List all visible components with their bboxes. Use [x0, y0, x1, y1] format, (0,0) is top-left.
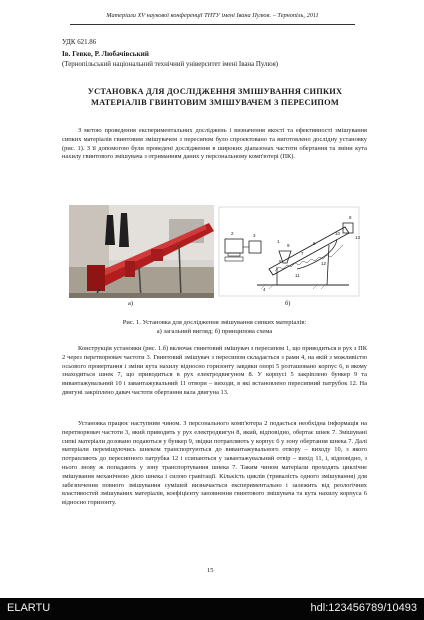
paragraph-operation: Установка працює наступним чином. З персонального комп'ютера 2 подається необхідна інформація на перетворювач частоти 3, який приводить у рух електродвигун 8, який, відповідно, обертає шнек 7. Змішувані сипкі матеріали дозовано подаються у бункер 9, звідки потрапляють у корпус 6 у зону обертання шнека 7. Далі матеріали переміщуючись шнеком транспортуються до вивантажувального отвору – виходу 10, з якого потрапляють до пересипного патрубка 12 і ссипаються у завантажувальний отвір – вихід 11, і, відповідно, з нього знову ж попадають у зону транспортування шнека 7. Таким чином матеріали проходять циклічне змішування механічною дією шнека і силою гравітації. Кількість циклів (тривалість одного змішування) для забезпечення повного змішування сумішей визначається експериментально і залежить від реологічних властивостей змішуваних матеріалів, коефіцієнту заповнення гвинтового змішувача та кута нахилу корпуса 6 відносно горизонту.: [62, 420, 367, 507]
figure-photo: [69, 205, 214, 298]
handle-link[interactable]: hdl:123456789/10493: [310, 602, 417, 614]
scheme-callout-11: 11: [295, 273, 300, 278]
repository-name: ELARTU: [7, 602, 51, 614]
scheme-callout-12: 12: [321, 261, 327, 266]
scheme-callout-4: 4: [263, 287, 266, 292]
footer-bar: [0, 598, 424, 620]
scheme-callout-2: 2: [231, 231, 234, 236]
paper-title: УСТАНОВКА ДЛЯ ДОСЛІДЖЕННЯ ЗМІШУВАННЯ СИПКИХ МАТЕРІАЛІВ ГВИНТОВИМ ЗМІШУВАЧЕМ З ПЕРЕСИПОМ: [87, 87, 343, 107]
figure-scheme: [217, 205, 361, 298]
scheme-callout-6: 6: [313, 241, 316, 246]
scheme-callout-13: 13: [355, 235, 361, 240]
paragraph-intro: З метою проведення експериментальних досліджень і визначення якості та ефективності змішування сипких матеріалів гвинтовим змішувачем з пересипом було спроектовано та виготовлено дослідну установку (рис. 1). З її допомогою були проведені дослідження в широких діапазонах частоти обертання та зміни кута нахилу гвинтового змішувача з отриманням даних у персональному комп'ютері (ПК).: [62, 127, 367, 161]
scheme-drawing: [217, 205, 361, 298]
scheme-callout-10: 10: [335, 231, 341, 236]
figure-label-b: б): [285, 300, 291, 307]
scheme-callout-8: 8: [349, 215, 352, 220]
paragraph-construction: Конструкція установки (рис. 1.б) включає гвинтовий змішувач з пересипом 1, що приводиться в рух з ПК 2 через перетворювач частоти 3. Гвинтовий змішувач з пересипом складається з рами 4, на якій з можливістю осьового провертання і зміни кута нахилу відносно горизонту завдяки опорі 5 розташовано корпус 6, в якому знаходиться шнек 7, що приводиться в рух електродвигуном 8. У корпусі 5 закріплено бункер 9 та вивантажувальний 10 і завантажувальний 11 отвори – виходи, в які встановлено пересипний патрубок 12. На двигуні закріплено давач частоти обертання вала двигуна 13.: [62, 345, 367, 396]
scheme-callout-3: 3: [253, 233, 256, 238]
figure-label-a: а): [128, 300, 134, 307]
scheme-callout-1: 1: [277, 239, 280, 244]
figure-caption-subtitle: а) загальний вигляд; б) принципова схема: [156, 328, 273, 335]
running-head: Матеріали XV наукової конференції ТНТУ імені Івана Пулюя. – Тернопіль, 2011: [106, 12, 319, 19]
authors: Ів. Гевко, Р. Любачівський: [62, 50, 149, 58]
affiliation: (Тернопільський національний технічний університет імені Івана Пулюя): [62, 61, 279, 68]
udc-code: УДК 621.86: [62, 39, 97, 46]
header-rule: [70, 24, 355, 25]
scheme-callouts: [231, 215, 361, 292]
scheme-callout-5: 5: [279, 259, 282, 264]
figure-caption-title: Рис. 1. Установка для дослідження змішування сипких матеріалів:: [122, 319, 307, 326]
page-number: 15: [207, 567, 214, 574]
scheme-callout-7: 7: [301, 251, 304, 256]
scheme-callout-9: 9: [287, 243, 290, 248]
photo-illustration: [69, 205, 214, 298]
